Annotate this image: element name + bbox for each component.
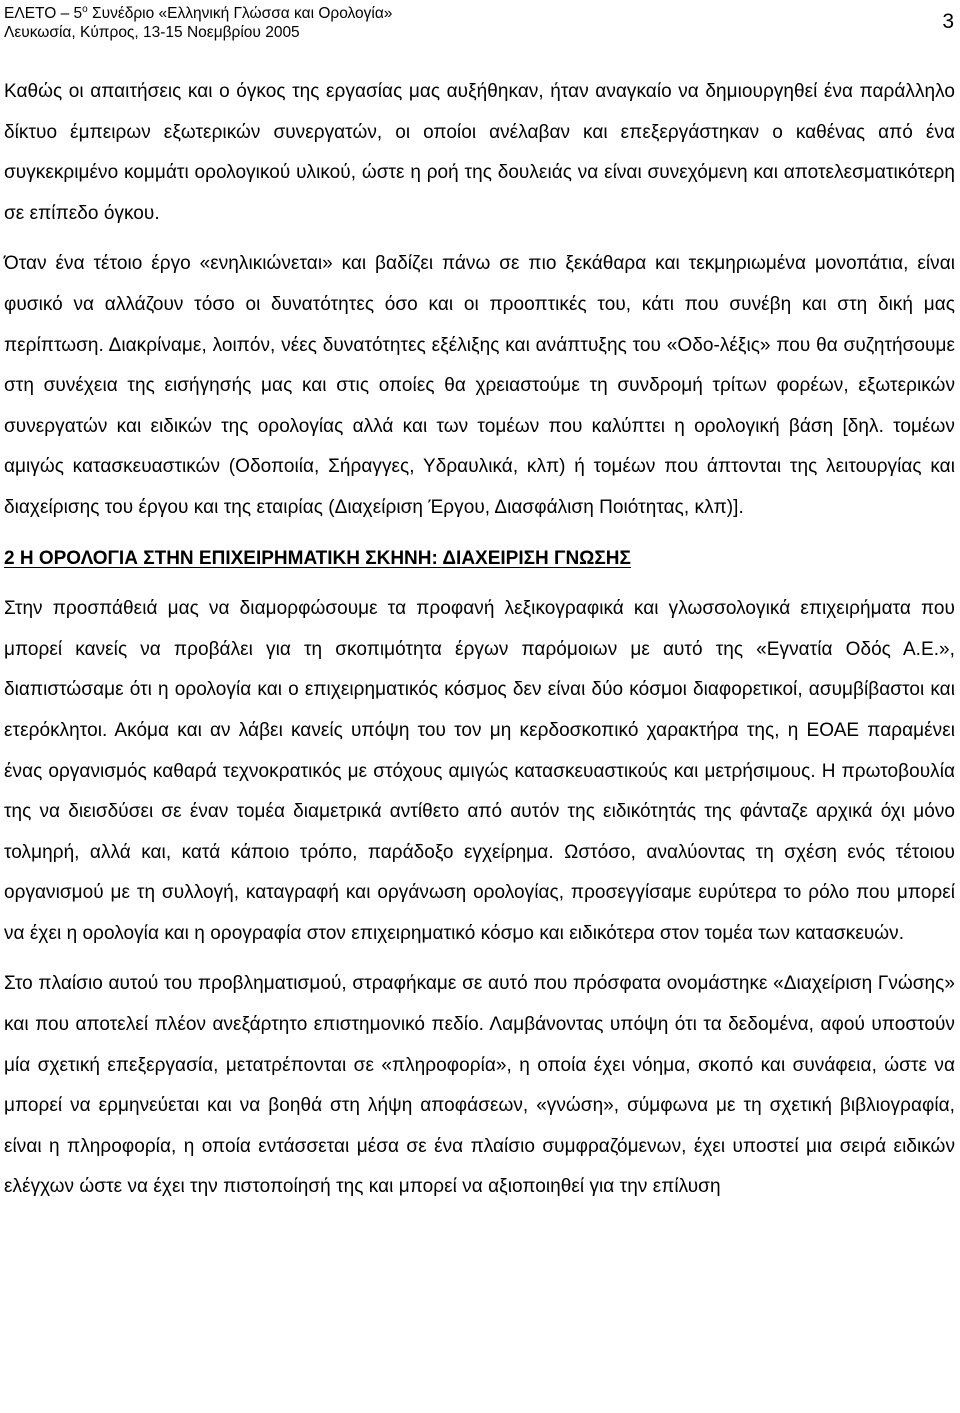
paragraph-new-possibilities: Όταν ένα τέτοιο έργο «ενηλικιώνεται» και βαδίζει πάνω σε πιο ξεκάθαρα και τεκμηριωμένα μονοπάτια, είναι φυσικό να αλλάζουν τόσο οι δυνατότητες όσο και οι προοπτικές του, κάτι που συνέβη και στη δική μας περίπτωση. Διακρίναμε, λοιπόν, νέες δυνατότητες εξέλιξης και ανάπτυξης του «Οδο-λέξις» που θα συζητήσουμε στη συνέχεια της εισήγησής μας και στις οποίες θα χρειαστούμε τη συνδρομή τρίτων φορέων, εξωτερικών συνεργατών και ειδικών της ορολογίας αλλά και των τομέων που καλύπτει η ορολογική βάση [δηλ. τομέων αμιγώς κατασκευαστικών (Οδοποιία, Σήραγγες, Υδραυλικά, κλπ) ή τομέων που άπτονται της λειτουργίας και διαχείρισης του έργου και της εταιρίας (Διαχείριση Έργου, Διασφάλιση Ποιότητας, κλπ)].: [4, 253, 955, 518]
paragraph-spacer: [4, 234, 955, 244]
conference-location-date: Λευκωσία, Κύπρος, 13-15 Νοεμβρίου 2005: [4, 24, 300, 41]
conference-prefix: ΕΛΕΤΟ – 5: [4, 5, 83, 22]
paragraph-spacer: [4, 529, 955, 539]
paragraph-external-collaborators: Καθώς οι απαιτήσεις και ο όγκος της εργασίας μας αυξήθηκαν, ήταν αναγκαίο να δημιουργηθεί ένα παράλληλο δίκτυο έμπειρων εξωτερικών συνεργατών, οι οποίοι ανέλαβαν και επεξεργάστηκαν ο καθένας από ένα συγκεκριμένο κομμάτι ορολογικού υλικού, ώστε η ροή της δουλειάς να είναι συνεχόμενη και αποτελεσματικότερη σε επίπεδο όγκου.: [4, 81, 955, 224]
conference-suffix: Συνέδριο «Ελληνική Γλώσσα και Ορολογία»: [87, 5, 393, 22]
paragraph-spacer: [4, 954, 955, 964]
document-body: [4, 72, 955, 1208]
paragraph-spacer: [4, 579, 955, 589]
paragraph-terminology-business: Στην προσπάθειά μας να διαμορφώσουμε τα προφανή λεξικογραφικά και γλωσσολογικά επιχειρήματα που μπορεί κανείς να προβάλει για τη σκοπιμότητα έργων παρόμοιων με αυτό της «Εγνατία Οδός Α.Ε.», διαπιστώσαμε ότι η ορολογία και ο επιχειρηματικός κόσμος δεν είναι δύο κόσμοι διαφορετικοί, ασυμβίβαστοι και ετερόκλητοι. Ακόμα και αν λάβει κανείς υπόψη του τον μη κερδοσκοπικό χαρακτήρα της, η ΕΟΑΕ παραμένει ένας οργανισμός καθαρά τεχνοκρατικός με στόχους αμιγώς κατασκευαστικούς και μετρήσιμους. Η πρωτοβουλία της να διεισδύσει σε έναν τομέα διαμετρικά αντίθετο από αυτόν της ειδικότητάς της φάνταζε αρχικά όχι μόνο τολμηρή, αλλά και, κατά κάποιο τρόπο, παράδοξο εγχείρημα. Ωστόσο, αναλύοντας τη σχέση ενός τέτοιου οργανισμού με τη συλλογή, καταγραφή και οργάνωση ορολογίας, προσεγγίσαμε ευρύτερα το ρόλο που μπορεί να έχει η ορολογία και η ορογραφία στον επιχειρηματικό κόσμο και ειδικότερα στον τομέα των κατασκευών.: [4, 598, 955, 944]
page-header: [4, 4, 954, 44]
paragraph-knowledge-management: Στο πλαίσιο αυτού του προβληματισμού, στραφήκαμε σε αυτό που πρόσφατα ονομάστηκε «Διαχείριση Γνώσης» και που αποτελεί πλέον ανεξάρτητο επιστημονικό πεδίο. Λαμβάνοντας υπόψη ότι τα δεδομένα, αφού υποστούν μία σχετική επεξεργασία, μετατρέπονται σε «πληροφορία», η οποία έχει νόημα, σκοπό και συνάφεια, ώστε να μπορεί να ερμηνεύεται και να βοηθά στη λήψη αποφάσεων, «γνώση», σύμφωνα με τη σχετική βιβλιογραφία, είναι η πληροφορία, η οποία εντάσσεται μέσα σε ένα πλαίσιο συμφραζόμενων, έχει υποστεί μια σειρά ειδικών ελέγχων ώστε να έχει την πιστοποίησή της και μπορεί να αξιοποιηθεί για την επίλυση: [4, 973, 955, 1198]
page-number: 3: [942, 10, 954, 33]
section-heading: 2 Η ΟΡΟΛΟΓΙΑ ΣΤΗΝ ΕΠΙΧΕΙΡΗΜΑΤΙΚΗ ΣΚΗΝΗ: ΔΙΑΧΕΙΡΙΣΗ ΓΝΩΣΗΣ: [4, 547, 631, 569]
conference-ordinal: ο: [82, 4, 88, 15]
conference-title: [4, 4, 954, 23]
